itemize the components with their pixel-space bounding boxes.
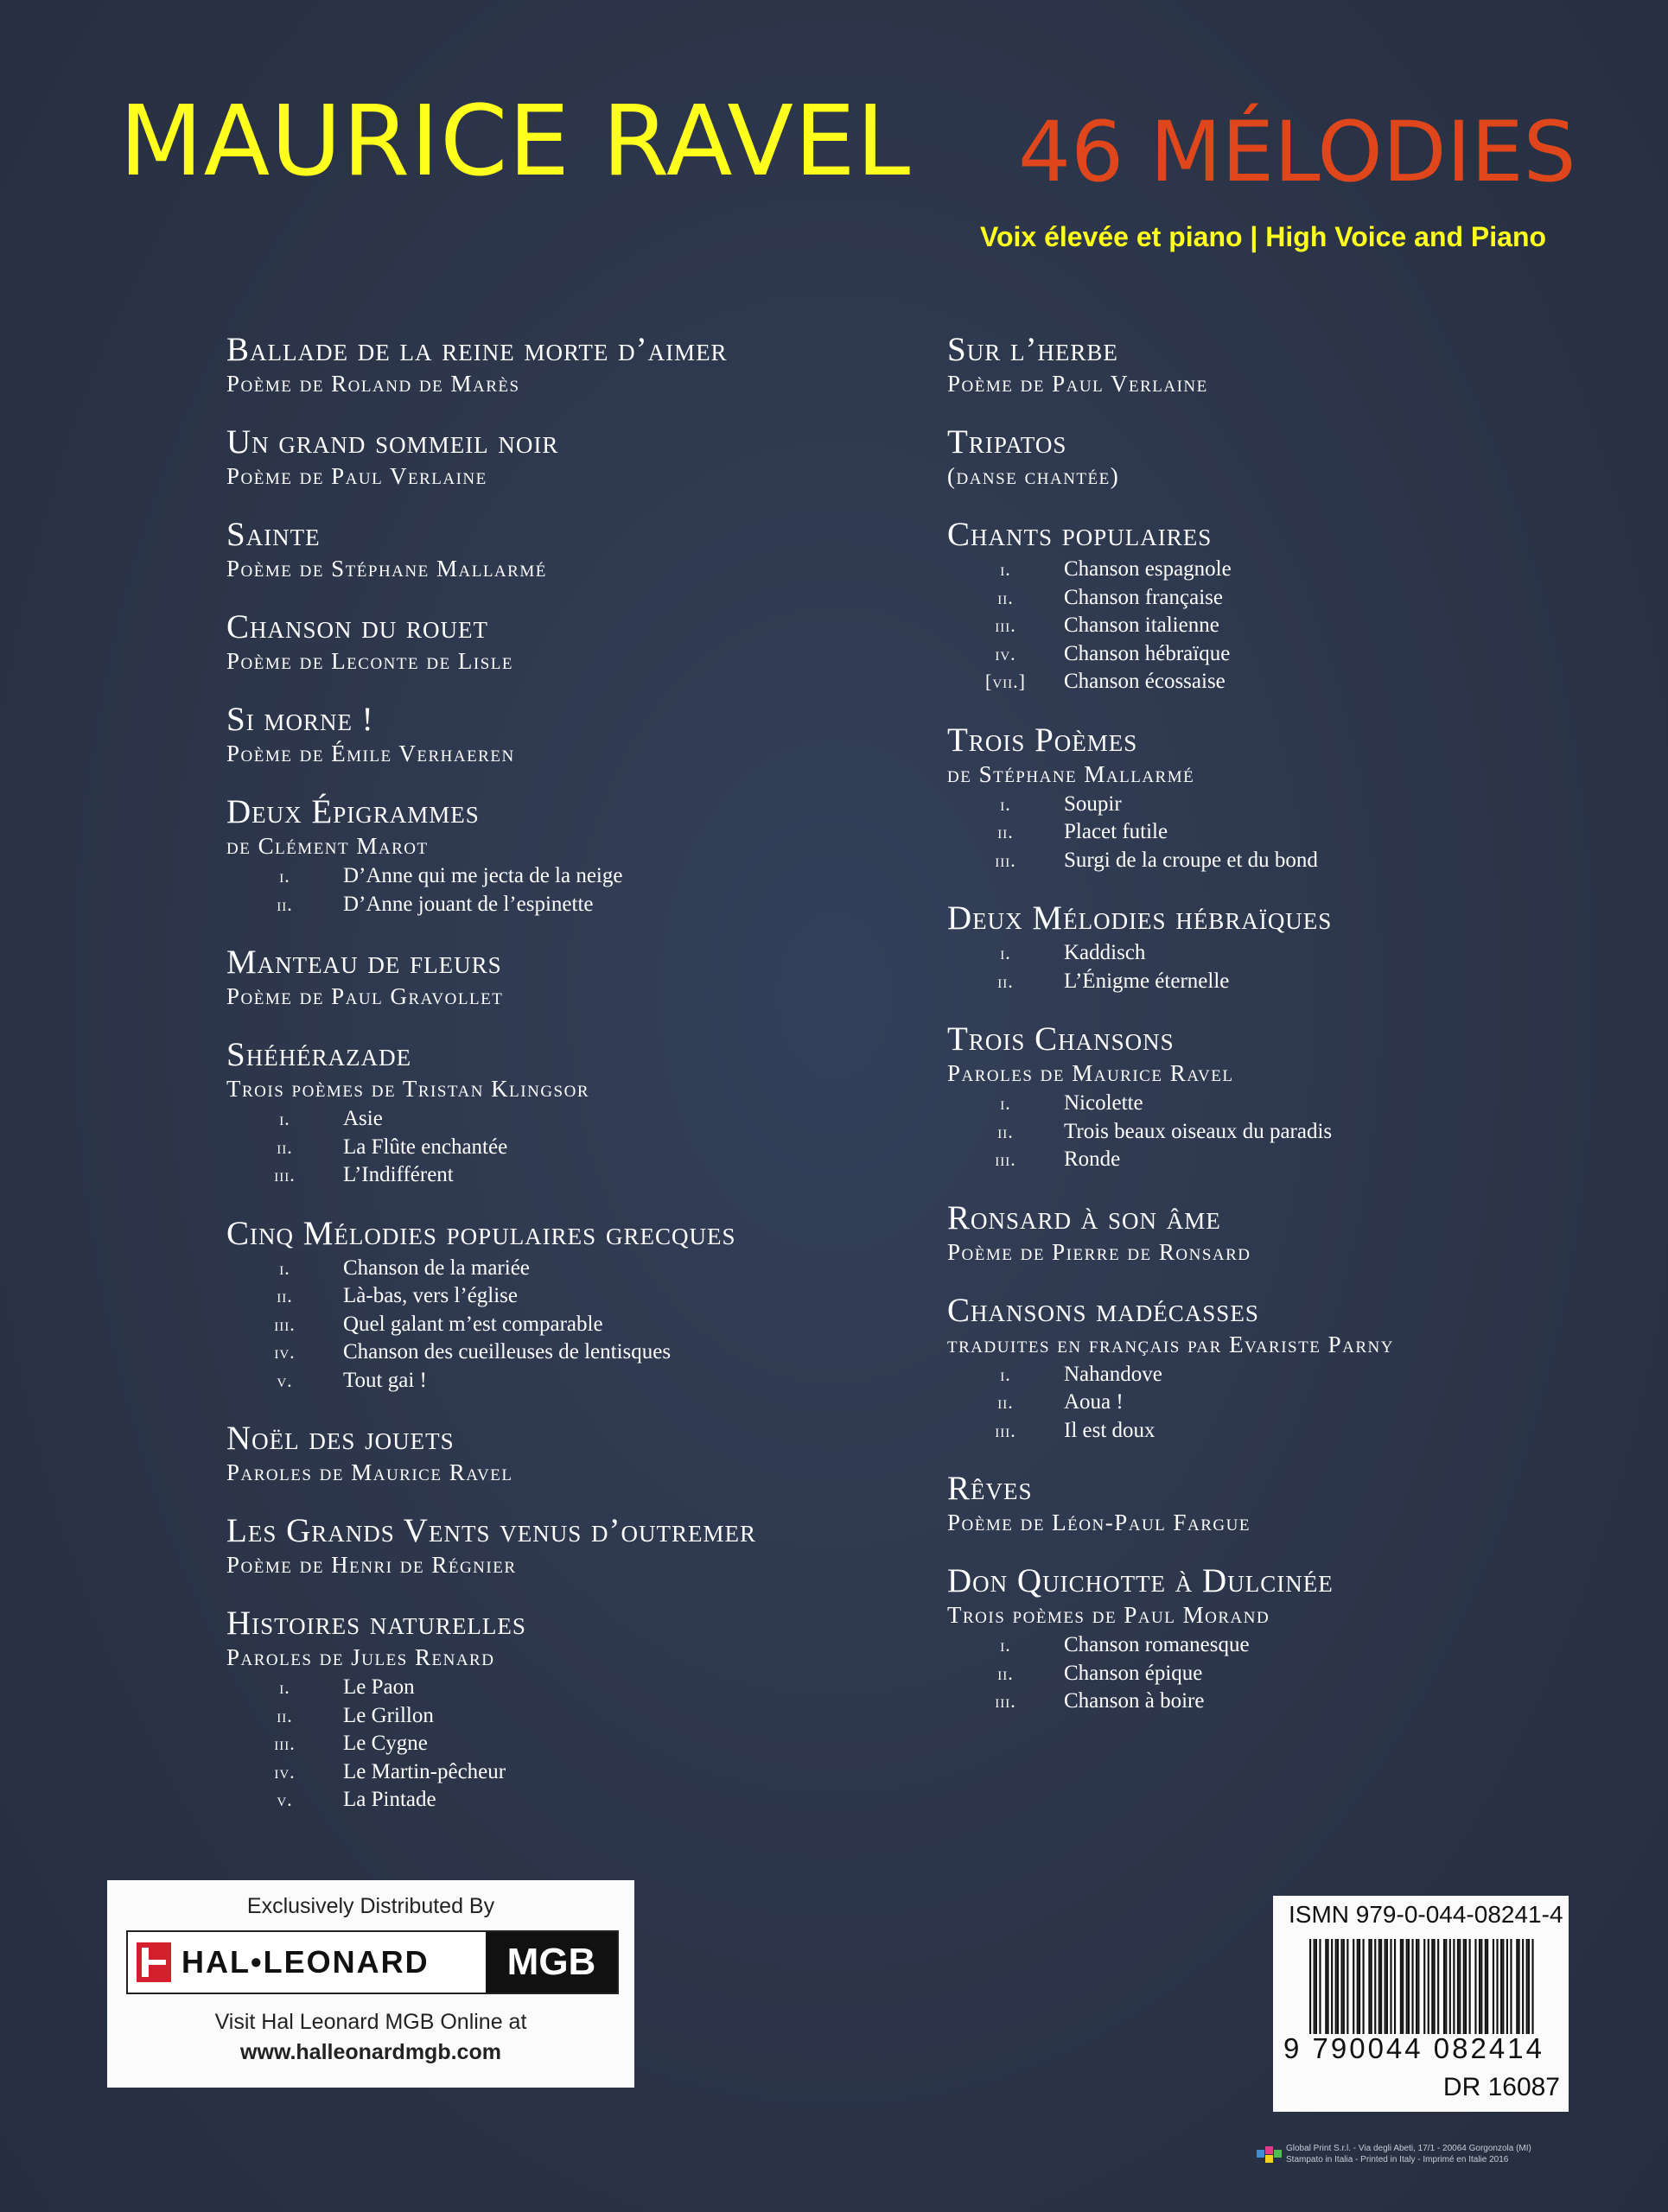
- barcode-bar: [1485, 1939, 1487, 2034]
- work-title: Manteau de fleurs: [226, 944, 502, 981]
- barcode-bar: [1359, 1939, 1360, 2034]
- work-title: Si morne !: [226, 701, 374, 738]
- work-subtitle: de Clément Marot: [226, 833, 429, 859]
- barcode-bar: [1371, 1939, 1372, 2034]
- movement-number: v.: [277, 1369, 293, 1391]
- ismn-number: ISMN 979-0-044-08241-4: [1289, 1901, 1563, 1928]
- work-subtitle: Poème de Émile Verhaeren: [226, 741, 515, 766]
- work-entry: [226, 330, 935, 398]
- movement-list: [947, 939, 1656, 995]
- distributor-visit: Visit Hal Leonard MGB Online at: [214, 2010, 527, 2034]
- movement-name: Chanson italienne: [1064, 613, 1219, 637]
- work-entry: [226, 1511, 935, 1580]
- barcode-bar: [1386, 1939, 1388, 2034]
- barcode-bar: [1479, 1939, 1480, 2034]
- movement-item: [947, 584, 1656, 613]
- barcode-bar: [1327, 1939, 1329, 2034]
- movement-number: iii.: [995, 1148, 1016, 1170]
- barcode-bar: [1335, 1939, 1337, 2034]
- barcode-bar: [1346, 1939, 1348, 2034]
- work-entry: [226, 1604, 935, 1815]
- barcode-bar: [1437, 1939, 1439, 2034]
- movement-number: ii.: [997, 821, 1014, 842]
- work-entry: [947, 1469, 1656, 1537]
- movement-item: [226, 1134, 935, 1162]
- work-title: Ballade de la reine morte d’aimer: [226, 331, 728, 368]
- work-subtitle: Poème de Léon-Paul Fargue: [947, 1510, 1251, 1535]
- work-title: Ronsard à son âme: [947, 1198, 1221, 1236]
- movement-item: [947, 640, 1656, 669]
- work-title: Sainte: [226, 516, 321, 553]
- movement-name: Chanson française: [1064, 585, 1223, 609]
- movement-item: [947, 1688, 1656, 1716]
- page-title: MAURICE RAVEL: [119, 86, 912, 198]
- work-subtitle: Poème de Stéphane Mallarmé: [226, 556, 547, 582]
- barcode-bar: [1340, 1939, 1342, 2034]
- work-title: Chants populaires: [947, 516, 1213, 553]
- barcode-bar: [1457, 1939, 1459, 2034]
- work-title: Trois Poèmes: [947, 721, 1138, 759]
- movement-list: [226, 1674, 935, 1815]
- barcode-bar: [1406, 1939, 1408, 2034]
- distributor-box: [107, 1880, 634, 2088]
- work-subtitle: Poème de Roland de Marès: [226, 371, 520, 397]
- barcode-bar: [1394, 1939, 1396, 2034]
- movement-number: ii.: [277, 1704, 293, 1726]
- barcode-bar: [1463, 1939, 1465, 2034]
- movement-number: ii.: [997, 1391, 1014, 1413]
- barcode-bar: [1378, 1939, 1380, 2034]
- barcode-bar: [1474, 1939, 1476, 2034]
- movement-item: [226, 1758, 935, 1787]
- movement-item: [226, 1338, 935, 1367]
- distributor-url[interactable]: www.halleonardmgb.com: [240, 2040, 501, 2064]
- movement-number: i.: [279, 865, 290, 887]
- movement-number: i.: [279, 1676, 290, 1698]
- movement-item: [947, 1417, 1656, 1446]
- movement-item: [947, 968, 1656, 996]
- barcode-bar: [1353, 1939, 1354, 2034]
- barcode-bar: [1423, 1939, 1425, 2034]
- work-entry: [947, 1198, 1656, 1267]
- movement-name: Chanson à boire: [1064, 1689, 1205, 1713]
- barcode-bar: [1314, 1939, 1315, 2034]
- movement-name: Surgi de la croupe et du bond: [1064, 848, 1318, 872]
- work-title: Deux Mélodies hébraïques: [947, 899, 1333, 937]
- movement-list: [947, 1361, 1656, 1446]
- barcode-bar: [1331, 1939, 1333, 2034]
- movement-number: iii.: [995, 849, 1016, 871]
- movement-item: [226, 1786, 935, 1815]
- barcode-bar: [1374, 1939, 1376, 2034]
- movement-number: i.: [279, 1108, 290, 1129]
- barcode-bar: [1459, 1939, 1461, 2034]
- barcode-bar: [1516, 1939, 1518, 2034]
- movement-item: [226, 1255, 935, 1283]
- work-title: Les Grands Vents venus d’outremer: [226, 1512, 756, 1549]
- work-subtitle: Trois poèmes de Paul Morand: [947, 1602, 1270, 1628]
- work-title: Sur l’herbe: [947, 331, 1118, 368]
- work-entry: [226, 1214, 935, 1395]
- work-subtitle: traduites en français par Evariste Parny: [947, 1331, 1394, 1357]
- movement-name: Nicolette: [1064, 1091, 1143, 1115]
- movement-number: iii.: [274, 1732, 296, 1754]
- barcode-bar: [1309, 1939, 1311, 2034]
- movement-name: Nahandove: [1064, 1362, 1162, 1386]
- movement-item: [947, 1090, 1656, 1118]
- printer-logo-icon: [1257, 2145, 1283, 2165]
- work-entry: [947, 899, 1656, 995]
- work-title: Chanson du rouet: [226, 608, 489, 645]
- movement-name: Quel galant m’est comparable: [343, 1312, 603, 1336]
- movement-item: [947, 1361, 1656, 1389]
- movement-number: ii.: [997, 1662, 1014, 1684]
- work-subtitle: Poème de Paul Gravollet: [226, 983, 504, 1009]
- work-entry: [947, 330, 1656, 398]
- movement-name: D’Anne qui me jecta de la neige: [343, 864, 623, 887]
- work-entry: [226, 515, 935, 583]
- movement-item: [947, 1118, 1656, 1147]
- movement-number: iii.: [995, 1690, 1016, 1712]
- work-title: Tripatos: [947, 423, 1067, 461]
- movement-number: iii.: [274, 1164, 296, 1185]
- work-subtitle: Paroles de Jules Renard: [226, 1644, 495, 1670]
- movement-name: Il est doux: [1064, 1418, 1156, 1442]
- movement-number: v.: [277, 1789, 293, 1810]
- movement-name: Le Grillon: [343, 1703, 434, 1727]
- barcode-bar: [1469, 1939, 1471, 2034]
- movement-name: Chanson des cueilleuses de lentisques: [343, 1340, 672, 1363]
- barcode-bar: [1408, 1939, 1410, 2034]
- movement-number: ii.: [997, 969, 1014, 992]
- logo-wordmark: HAL•LEONARD: [181, 1944, 430, 1980]
- work-title: Histoires naturelles: [226, 1605, 526, 1642]
- movement-item: [947, 939, 1656, 968]
- barcode-bar: [1390, 1939, 1391, 2034]
- movement-list: [947, 1090, 1656, 1174]
- movement-number: ii.: [277, 1135, 293, 1158]
- work-entry: [947, 1020, 1656, 1174]
- movement-list: [947, 1631, 1656, 1716]
- printer-line-1: Global Print S.r.l. - Via degli Abeti, 17/1 - 20064 Gorgonzola (MI): [1286, 2144, 1531, 2153]
- work-entry: [226, 792, 935, 918]
- contents-right-column: [947, 330, 1656, 1740]
- movement-item: [226, 1702, 935, 1731]
- barcode-bar: [1402, 1939, 1404, 2034]
- logo-mgb: MGB: [486, 1932, 617, 1993]
- work-entry: [226, 423, 935, 491]
- work-entry: [947, 1561, 1656, 1716]
- work-entry: [226, 943, 935, 1011]
- work-entry: [947, 423, 1656, 491]
- barcode-bar: [1337, 1939, 1339, 2034]
- barcode-digits: 9 790044 082414: [1283, 2032, 1544, 2064]
- movement-name: Chanson espagnole: [1064, 557, 1232, 581]
- distributor-heading: Exclusively Distributed By: [246, 1894, 495, 1918]
- work-entry: [947, 515, 1656, 696]
- work-subtitle: Paroles de Maurice Ravel: [226, 1459, 513, 1485]
- movement-number: i.: [1000, 1634, 1011, 1656]
- barcode-bar: [1428, 1939, 1429, 2034]
- barcode-bar: [1506, 1939, 1508, 2034]
- movement-list: [947, 556, 1656, 696]
- movement-number: iii.: [274, 1313, 296, 1335]
- movement-item: [226, 1105, 935, 1134]
- work-title: Cinq Mélodies populaires grecques: [226, 1214, 736, 1252]
- collection-title: 46 MÉLODIES: [1018, 104, 1576, 200]
- barcode-bar: [1357, 1939, 1359, 2034]
- printer-imprint: [1257, 2143, 1620, 2177]
- movement-number: i.: [1000, 792, 1011, 815]
- hal-leonard-mgb-logo: [126, 1930, 619, 1994]
- movement-number: ii.: [997, 586, 1014, 608]
- movement-item: [226, 1161, 935, 1190]
- movement-item: [226, 1311, 935, 1339]
- barcode-icon: [1309, 1939, 1536, 2034]
- movement-name: Le Martin-pêcheur: [343, 1759, 506, 1783]
- movement-name: L’Énigme éternelle: [1064, 969, 1230, 993]
- work-entry: [226, 1419, 935, 1487]
- work-subtitle: de Stéphane Mallarmé: [947, 760, 1195, 787]
- work-subtitle: Poème de Paul Verlaine: [226, 463, 487, 489]
- barcode-bar: [1443, 1939, 1445, 2034]
- movement-number: i.: [1000, 942, 1011, 963]
- movement-name: D’Anne jouant de l’espinette: [343, 892, 594, 916]
- movement-number: ii.: [997, 1120, 1014, 1142]
- contents-left-column: [226, 330, 935, 1839]
- movement-name: Asie: [343, 1107, 383, 1130]
- movement-number: i.: [1000, 1092, 1011, 1114]
- barcode-bar: [1518, 1939, 1520, 2034]
- work-entry: [226, 607, 935, 676]
- barcode-bar: [1531, 1939, 1533, 2034]
- barcode-bar: [1465, 1939, 1467, 2034]
- barcode-bar: [1319, 1939, 1321, 2034]
- movement-item: [226, 1730, 935, 1758]
- barcode-box: [1273, 1896, 1569, 2112]
- barcode-bar: [1502, 1939, 1504, 2034]
- movement-item: [226, 1282, 935, 1311]
- voice-subtitle: Voix élevée et piano | High Voice and Piano: [980, 221, 1547, 252]
- movement-list: [226, 1255, 935, 1395]
- movement-number: i.: [279, 1256, 290, 1279]
- movement-number: iii.: [995, 1419, 1016, 1441]
- barcode-bar: [1480, 1939, 1482, 2034]
- movement-name: Le Cygne: [343, 1732, 428, 1755]
- movement-name: La Flûte enchantée: [343, 1135, 508, 1159]
- movement-item: [226, 891, 935, 919]
- movement-name: Chanson romanesque: [1064, 1633, 1250, 1656]
- movement-name: La Pintade: [343, 1788, 436, 1811]
- movement-item: [947, 791, 1656, 819]
- barcode-bar: [1449, 1939, 1451, 2034]
- barcode-bar: [1417, 1939, 1419, 2034]
- movement-name: Tout gai !: [343, 1368, 427, 1392]
- movement-name: L’Indifférent: [343, 1163, 454, 1186]
- movement-name: Kaddisch: [1064, 941, 1146, 964]
- work-subtitle: Paroles de Maurice Ravel: [947, 1060, 1234, 1086]
- barcode-bar: [1496, 1939, 1498, 2034]
- movement-item: [947, 668, 1656, 696]
- movement-name: Là-bas, vers l’église: [343, 1284, 519, 1307]
- movement-item: [947, 1146, 1656, 1174]
- movement-item: [947, 556, 1656, 584]
- work-title: Chansons madécasses: [947, 1291, 1259, 1329]
- movement-name: Ronde: [1064, 1147, 1121, 1171]
- movement-number: [vii.]: [985, 671, 1026, 692]
- work-entry: [947, 1291, 1656, 1446]
- barcode-bar: [1453, 1939, 1455, 2034]
- barcode-bar: [1325, 1939, 1327, 2034]
- movement-item: [947, 612, 1656, 640]
- work-title: Noël des jouets: [226, 1420, 455, 1457]
- catalog-number: DR 16087: [1442, 2073, 1560, 2101]
- barcode-bar: [1368, 1939, 1370, 2034]
- movement-item: [947, 818, 1656, 847]
- work-title: Deux Épigrammes: [226, 793, 480, 830]
- movement-name: Chanson épique: [1064, 1661, 1203, 1685]
- movement-item: [947, 1389, 1656, 1417]
- barcode-bar: [1487, 1939, 1488, 2034]
- movement-number: i.: [1000, 1363, 1011, 1385]
- movement-item: [226, 1367, 935, 1395]
- movement-item: [226, 862, 935, 891]
- barcode-bar: [1315, 1939, 1317, 2034]
- work-title: Rêves: [947, 1470, 1033, 1507]
- work-subtitle: Poème de Paul Verlaine: [947, 371, 1208, 397]
- movement-item: [226, 1674, 935, 1702]
- movement-item: [947, 847, 1656, 875]
- movement-name: Chanson de la mariée: [343, 1255, 530, 1280]
- work-title: Trois Chansons: [947, 1020, 1175, 1058]
- barcode-bar: [1500, 1939, 1502, 2034]
- movement-list: [226, 1105, 935, 1190]
- movement-item: [947, 1631, 1656, 1660]
- hal-leonard-logo-icon: [135, 1939, 173, 1986]
- movement-number: iv.: [274, 1341, 296, 1363]
- work-title: Un grand sommeil noir: [226, 423, 559, 461]
- work-title: Don Quichotte à Dulcinée: [947, 1562, 1334, 1599]
- printer-line-2: Stampato in Italia - Printed in Italy - Imprimé en Italie 2016: [1286, 2155, 1509, 2164]
- movement-list: [947, 791, 1656, 875]
- work-entry: [226, 1035, 935, 1190]
- barcode-bar: [1522, 1939, 1524, 2034]
- movement-name: Chanson hébraïque: [1064, 641, 1231, 665]
- movement-number: iv.: [274, 1760, 296, 1783]
- movement-item: [947, 1660, 1656, 1688]
- work-entry: [226, 700, 935, 768]
- movement-number: iii.: [995, 614, 1016, 636]
- movement-name: Soupir: [1064, 791, 1122, 816]
- work-subtitle: (danse chantée): [947, 463, 1120, 489]
- movement-number: i.: [1000, 558, 1011, 580]
- barcode-bar: [1510, 1939, 1512, 2034]
- barcode-bar: [1526, 1939, 1528, 2034]
- work-subtitle: Poème de Henri de Régnier: [226, 1552, 517, 1578]
- barcode-bar: [1400, 1939, 1402, 2034]
- work-entry: [947, 721, 1656, 875]
- barcode-bar: [1434, 1939, 1436, 2034]
- barcode-bar: [1431, 1939, 1433, 2034]
- movement-name: Trois beaux oiseaux du paradis: [1064, 1119, 1333, 1143]
- work-subtitle: Poème de Pierre de Ronsard: [947, 1238, 1251, 1265]
- movement-number: ii.: [277, 893, 293, 915]
- barcode-bar: [1363, 1939, 1365, 2034]
- movement-number: iv.: [995, 642, 1016, 664]
- barcode-bar: [1385, 1939, 1386, 2034]
- work-subtitle: Poème de Leconte de Lisle: [226, 648, 514, 674]
- barcode-bar: [1343, 1939, 1345, 2034]
- movement-name: Aoua !: [1064, 1390, 1124, 1414]
- movement-name: Chanson écossaise: [1064, 670, 1226, 693]
- barcode-bar: [1416, 1939, 1417, 2034]
- barcode-bar: [1380, 1939, 1382, 2034]
- movement-name: Le Paon: [343, 1675, 415, 1699]
- movement-number: ii.: [277, 1285, 293, 1306]
- work-title: Shéhérazade: [226, 1036, 412, 1073]
- barcode-bar: [1493, 1939, 1494, 2034]
- barcode-bar: [1411, 1939, 1413, 2034]
- movement-list: [226, 862, 935, 918]
- movement-name: Placet futile: [1064, 820, 1168, 843]
- work-subtitle: Trois poèmes de Tristan Klingsor: [226, 1076, 590, 1102]
- barcode-bar: [1528, 1939, 1530, 2034]
- barcode-bar: [1445, 1939, 1447, 2034]
